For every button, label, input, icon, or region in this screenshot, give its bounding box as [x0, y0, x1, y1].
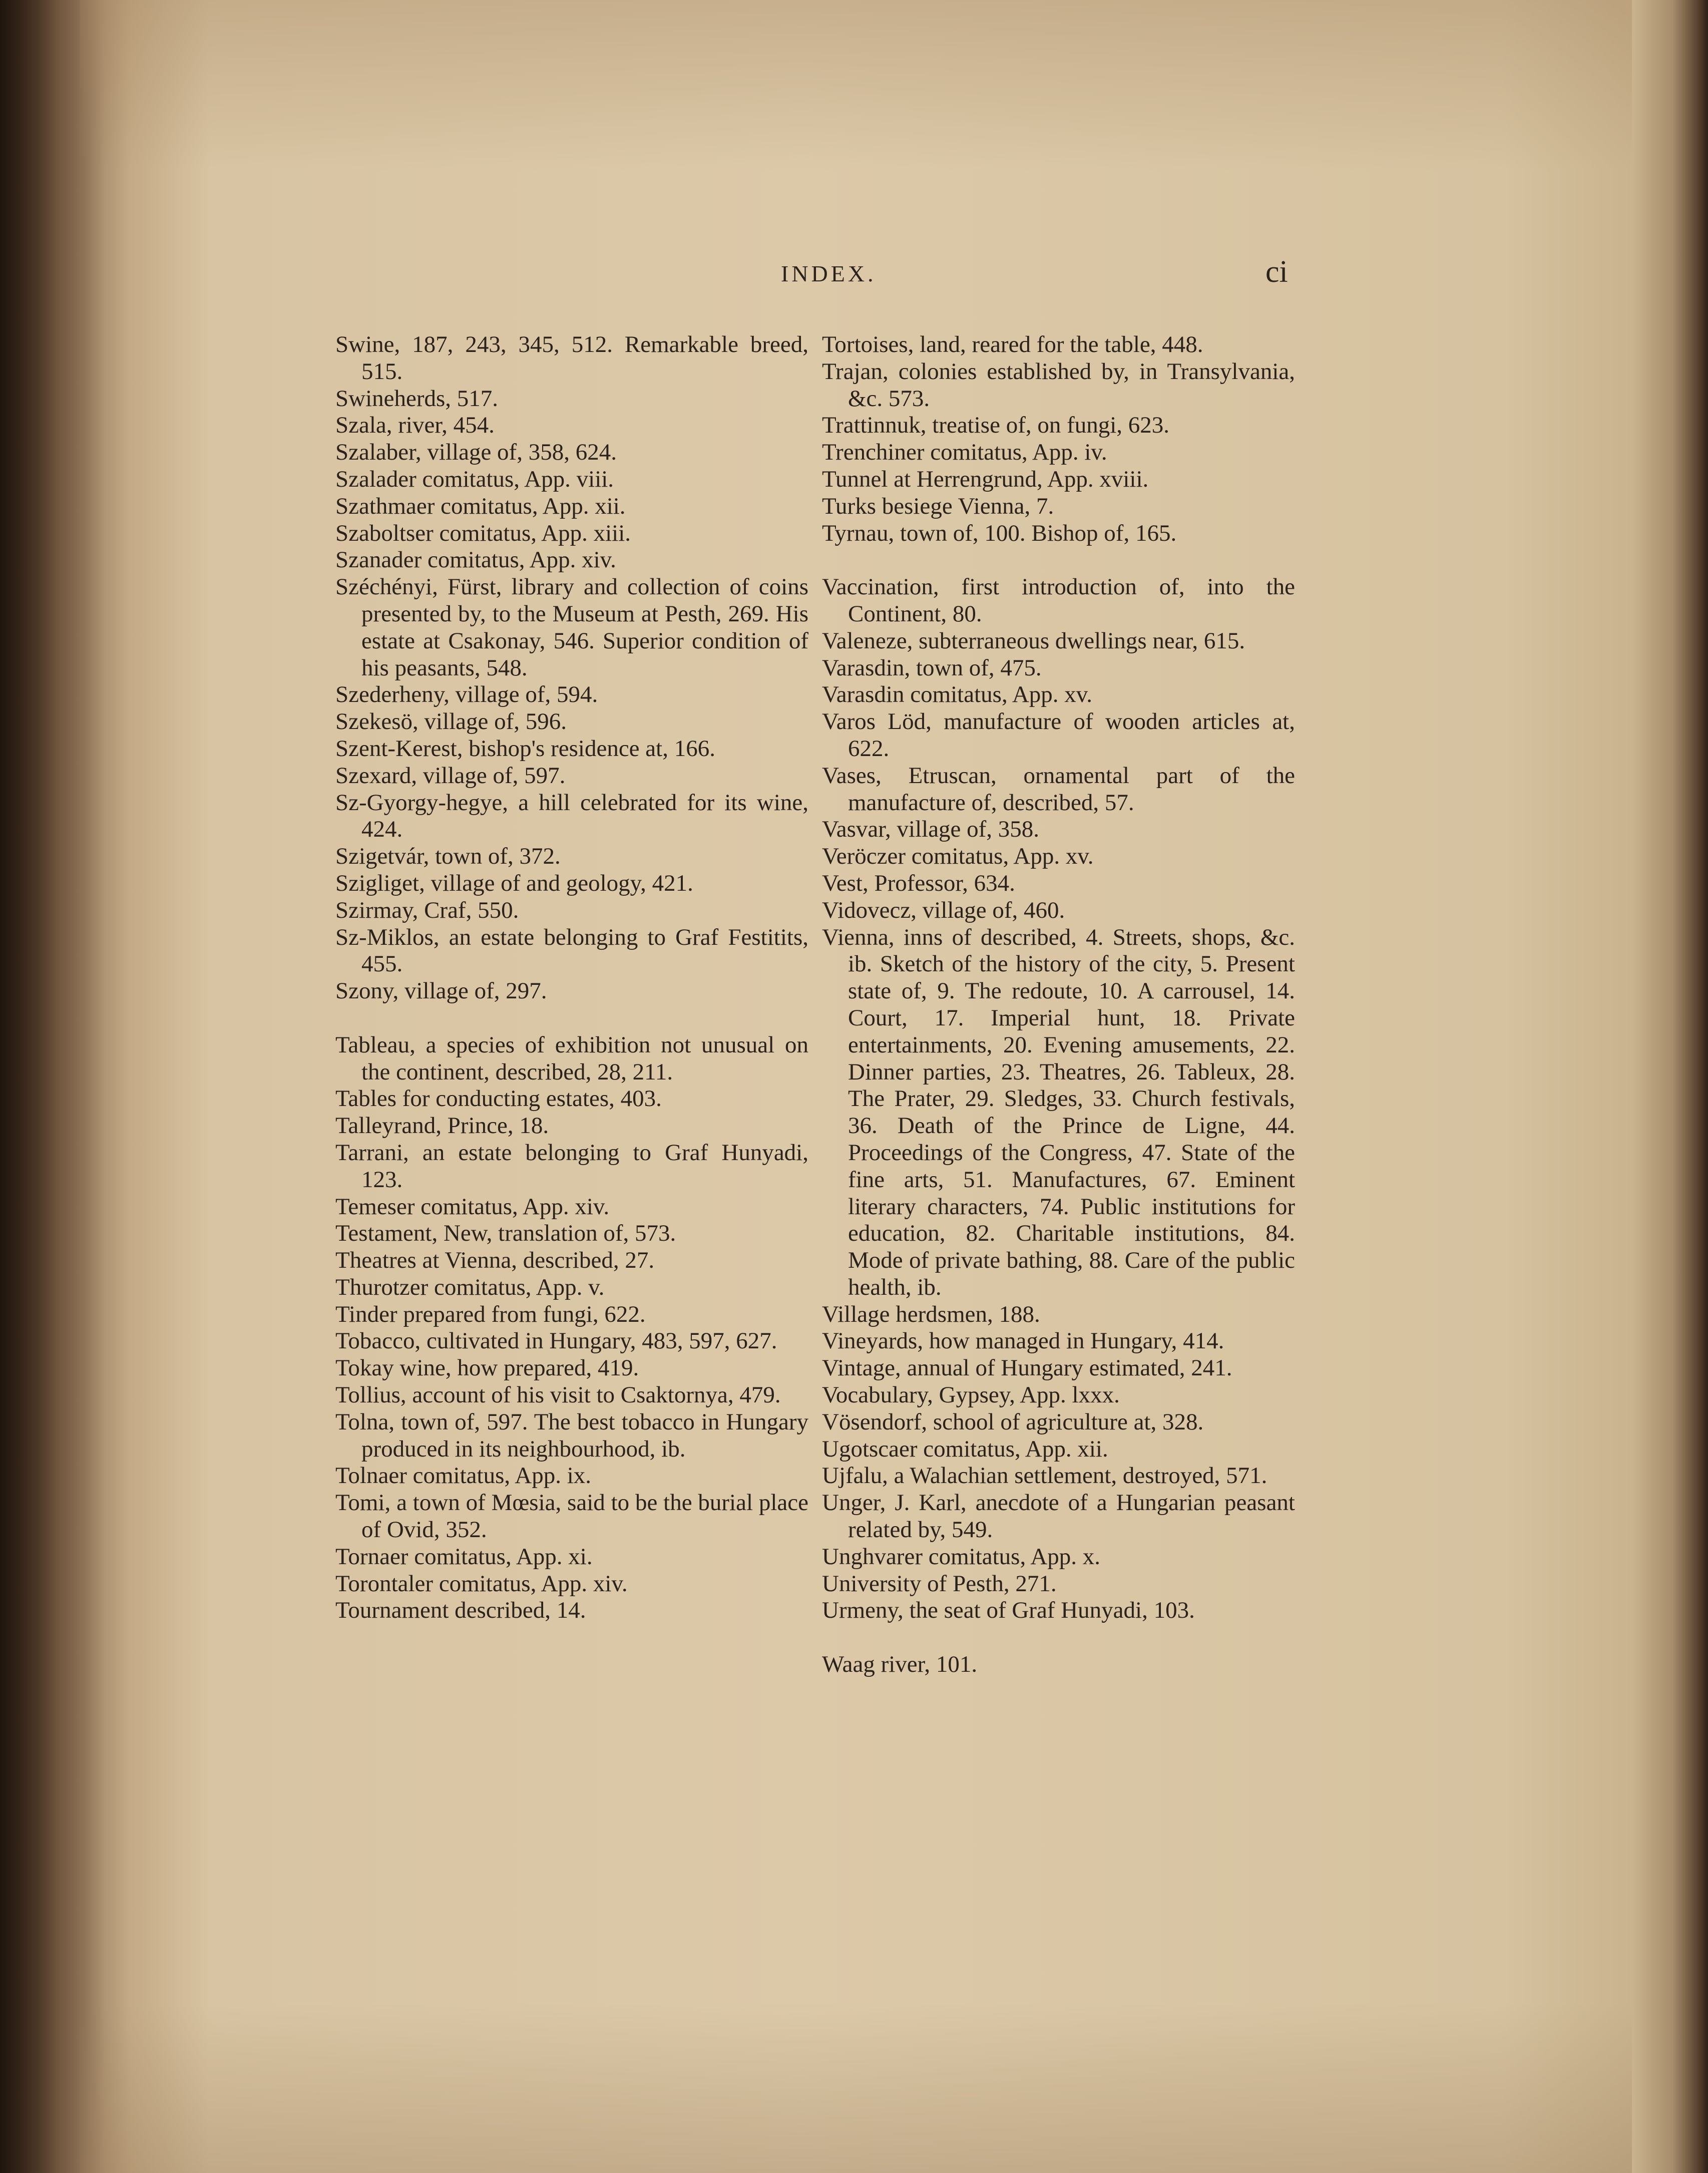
- index-entry: Varasdin comitatus, App. xv.: [822, 681, 1092, 708]
- index-entry: Szalaber, village of, 358, 624.: [335, 439, 617, 466]
- index-entry: Tokay wine, how prepared, 419.: [335, 1355, 639, 1381]
- index-entry: Trenchiner comitatus, App. iv.: [822, 439, 1107, 466]
- index-entry: Tomi, a town of Mœsia, said to be the burial place of Ovid, 352.: [335, 1490, 808, 1543]
- index-entry: Vases, Etruscan, ornamental part of the manufacture of, described, 57.: [822, 762, 1295, 816]
- index-entry: Tolnaer comitatus, App. ix.: [335, 1463, 592, 1489]
- index-entry: Vest, Professor, 634.: [822, 870, 1015, 896]
- index-entry: Tinder prepared from fungi, 622.: [335, 1301, 646, 1327]
- index-entry: Szexard, village of, 597.: [335, 762, 566, 789]
- index-entry: Thurotzer comitatus, App. v.: [335, 1274, 605, 1300]
- index-entry: Sz-Miklos, an estate belonging to Graf Festitits, 455.: [335, 924, 808, 977]
- index-entry: Temeser comitatus, App. xiv.: [335, 1193, 610, 1220]
- index-entry: Szirmay, Craf, 550.: [335, 897, 519, 923]
- index-entry: Sz-Gyorgy-hegye, a hill celebrated for its wine, 424.: [335, 789, 808, 843]
- index-entry: Veröczer comitatus, App. xv.: [822, 843, 1094, 870]
- letter-section-gap: [822, 547, 1295, 574]
- index-entry: Széchényi, Fürst, library and collection of coins presented by, to the Museum at Pesth, 269. His estate at Csakonay, 546. Superior condition of his peasants, 548.: [335, 574, 808, 681]
- index-entry: Tollius, account of his visit to Csaktornya, 479.: [335, 1382, 781, 1408]
- paper-stain-bottom: [80, 2003, 1632, 2173]
- index-entry: Tornaer comitatus, App. xi.: [335, 1543, 593, 1570]
- index-entry: Szony, village of, 297.: [335, 978, 547, 1004]
- index-entry: Tarrani, an estate belonging to Graf Hunyadi, 123.: [335, 1139, 808, 1193]
- index-entry: Varasdin, town of, 475.: [822, 654, 1042, 681]
- index-entry: Trajan, colonies established by, in Transylvania, &c. 573.: [822, 358, 1295, 412]
- index-entry: Unghvarer comitatus, App. x.: [822, 1543, 1101, 1570]
- index-entry: Testament, New, translation of, 573.: [335, 1220, 676, 1247]
- index-entry: Theatres at Vienna, described, 27.: [335, 1247, 655, 1274]
- index-entry: Tournament described, 14.: [335, 1597, 586, 1624]
- page-number: ci: [1265, 255, 1288, 289]
- index-entry: Ugotscaer comitatus, App. xii.: [822, 1435, 1108, 1462]
- index-entry: Swineherds, 517.: [335, 385, 499, 412]
- index-entry: Vidovecz, village of, 460.: [822, 897, 1065, 923]
- index-entry: Urmeny, the seat of Graf Hunyadi, 103.: [822, 1597, 1195, 1624]
- index-entry: Vocabulary, Gypsey, App. lxxx.: [822, 1382, 1120, 1408]
- index-entry: Szigliget, village of and geology, 421.: [335, 870, 693, 896]
- index-entry: Szigetvár, town of, 372.: [335, 843, 561, 870]
- index-column-left: [335, 331, 808, 1624]
- index-entry: Vösendorf, school of agriculture at, 328.: [822, 1408, 1204, 1435]
- index-entry: Village herdsmen, 188.: [822, 1301, 1040, 1327]
- index-entry: Talleyrand, Prince, 18.: [335, 1113, 549, 1139]
- index-entry: University of Pesth, 271.: [822, 1570, 1057, 1597]
- index-entry: Trattinnuk, treatise of, on fungi, 623.: [822, 412, 1170, 439]
- index-entry: Szekesö, village of, 596.: [335, 708, 567, 735]
- letter-section-gap: [335, 1005, 808, 1032]
- index-entry: Turks besiege Vienna, 7.: [822, 493, 1054, 519]
- index-entry: Szathmaer comitatus, App. xii.: [335, 493, 626, 519]
- index-entry: Szent-Kerest, bishop's residence at, 166.: [335, 735, 715, 762]
- index-entry: Ujfalu, a Walachian settlement, destroyed, 571.: [822, 1463, 1267, 1489]
- index-entry: Valeneze, subterraneous dwellings near, 615.: [822, 627, 1245, 654]
- index-entry: Szala, river, 454.: [335, 412, 495, 439]
- index-entry: Szalader comitatus, App. viii.: [335, 466, 614, 492]
- index-entry: Swine, 187, 243, 345, 512. Remarkable breed, 515.: [335, 331, 808, 385]
- index-entry: Waag river, 101.: [822, 1651, 978, 1678]
- index-entry: Tables for conducting estates, 403.: [335, 1085, 662, 1112]
- index-entry: Tunnel at Herrengrund, App. xviii.: [822, 466, 1149, 492]
- paper-stain-top: [80, 0, 1632, 170]
- index-entry: Vintage, annual of Hungary estimated, 241.: [822, 1355, 1232, 1381]
- index-entry: Torontaler comitatus, App. xiv.: [335, 1570, 628, 1597]
- index-entry: Tyrnau, town of, 100. Bishop of, 165.: [822, 520, 1177, 546]
- index-entry: Szanader comitatus, App. xiv.: [335, 547, 616, 573]
- index-entry: Szaboltser comitatus, App. xiii.: [335, 520, 631, 546]
- index-column-right: [822, 331, 1295, 1678]
- index-entry: Tolna, town of, 597. The best tobacco in Hungary produced in its neighbourhood, ib.: [335, 1408, 808, 1462]
- index-entry: Vasvar, village of, 358.: [822, 816, 1040, 843]
- index-entry: Vineyards, how managed in Hungary, 414.: [822, 1328, 1224, 1354]
- index-entry: Vaccination, first introduction of, into the Continent, 80.: [822, 574, 1295, 627]
- index-entry: Tableau, a species of exhibition not unusual on the continent, described, 28, 211.: [335, 1031, 808, 1085]
- index-entry: Tobacco, cultivated in Hungary, 483, 597, 627.: [335, 1328, 777, 1354]
- running-head: INDEX.: [781, 261, 877, 286]
- index-entry: Tortoises, land, reared for the table, 448.: [822, 331, 1203, 357]
- index-entry: Szederheny, village of, 594.: [335, 681, 598, 708]
- letter-section-gap: [822, 1624, 1295, 1651]
- book-gutter-shadow: [0, 0, 105, 2173]
- index-entry: Vienna, inns of described, 4. Streets, shops, &c. ib. Sketch of the history of the city, 5. Present state of, 9. The redoute, 10. A carrousel, 14. Court, 17. Imperial hunt, 18. Private entertainments, 20. Evening amusements, 22. Dinner parties, 23. Theatres, 26. Tableux, 28. The Prater, 29. Sledges, 33. Church festivals, 36. Death of the Prince de Ligne, 44. Proceedings of the Congress, 47. State of the fine arts, 51. Manufactures, 67. Eminent literary characters, 74. Public institutions for education, 82. Charitable institutions, 84. Mode of private bathing, 88. Care of the public health, ib.: [822, 924, 1295, 1300]
- index-entry: Unger, J. Karl, anecdote of a Hungarian peasant related by, 549.: [822, 1490, 1295, 1543]
- index-entry: Varos Löd, manufacture of wooden articles at, 622.: [822, 708, 1295, 762]
